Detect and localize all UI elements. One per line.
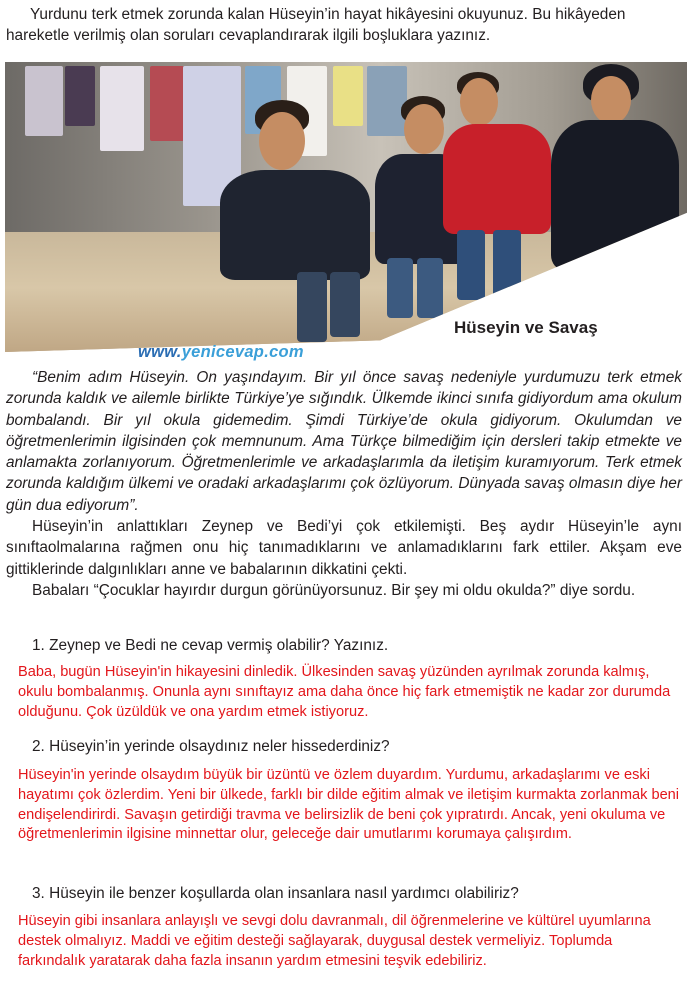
laundry-cloth bbox=[333, 66, 363, 126]
laundry-cloth bbox=[367, 66, 407, 136]
question-2: 2. Hüseyin’in yerinde olsaydınız neler hissederdiniz? bbox=[32, 738, 390, 755]
answer-1: Baba, bugün Hüseyin'in hikayesini dinledik. Ülkesinden savaş yüzünden ayrılmak zorunda kalmış, okulu bombalanmış. Onunla aynı sınıftayız ama daha önce hiç fark etmemiştik ne kadar zor durumda olduğunu. Çok üzüldük ve ona yardım etmek istiyoruz. bbox=[18, 664, 671, 720]
laundry-cloth bbox=[100, 66, 144, 151]
story-paragraph-2: Hüseyin’in anlattıkları Zeynep ve Bedi’yi çok etkilemişti. Beş aydır Hüseyin’le aynı sınıftaolmalarına rağmen onu hiç tanımadıklarını ve anlamadıklarını fark ettiler. Akşam eve gittiklerinde dalgınlıkları anne ve babalarının dikkatini çekti. bbox=[6, 518, 682, 578]
question-1: 1. Zeynep ve Bedi ne cevap vermiş olabilir? Yazınız. bbox=[32, 637, 389, 654]
answer-3: Hüseyin gibi insanlara anlayışlı ve sevgi dolu davranmalı, dil öğrenmelerine ve kültürel uyumlarına destek olmalıyız. Maddi ve eğitim desteği sağlayarak, duygusal destek vermeliyiz. Toplumda farkındalık yaratarak daha fazla insanın yardım etmesini teşvik edebiliriz. bbox=[18, 913, 651, 969]
story-text bbox=[6, 367, 682, 601]
story-quote: “Benim adım Hüseyin. On yaşındayım. Bir yıl önce savaş nedeniyle yurdumuzu terk etmek zorunda kaldık ve ailemle birlikte Türkiye’ye sığındık. Ülkemde ikinci sınıfa gidiyordum ama okulum bombalandı. Bir yıl okula gidemedim. Şimdi Türkiye’de okula gidiyorum. Okulumdan ve öğretmenlerimin ilgisinden çok memnunum. Ama Türkçe bilmediğim için dersleri takip etmekte ve anlamakta zorlanıyorum. Öğretmenlerimle ve arkadaşlarımla da iletişim kuramıyorum. Terk etmek zorunda kaldığım ülkemi ve oradaki arkadaşlarımı çok özlüyorum. Dünyada savaş olmasın diye her gün dua ediyorum”. bbox=[6, 369, 682, 514]
laundry-cloth bbox=[65, 66, 95, 126]
story-title: Hüseyin ve Savaş bbox=[454, 318, 598, 337]
intro-line-1: Yurdunu terk etmek zorunda kalan Hüseyin’in hayat hikâyesini okuyunuz. Bu hikâyeden bbox=[30, 6, 626, 23]
answer-2: Hüseyin'in yerinde olsaydım büyük bir üzüntü ve özlem duyardım. Yurdumu, arkadaşlarımı ve eski hayatımı çok özlerdim. Yeni bir ülkede, farklı bir dilde eğitim almak ve iletişim kurmakta zorlanmak beni endişelendirirdi. Savaşın getirdiği travma ve belirsizlik de beni çok yıpratırdı. Ancak, yeni okuluma ve öğretmenlerimin ilgisine minnettar olur, geleceğe dair umutlarımı korumaya çalışırdım. bbox=[18, 767, 680, 843]
laundry-cloth bbox=[25, 66, 63, 136]
intro-line-2: hareketle verilmiş olan soruları cevaplandırarak ilgili boşluklara yazınız. bbox=[6, 27, 491, 44]
story-paragraph-3: Babaları “Çocuklar hayırdır durgun görünüyorsunuz. Bir şey mi oldu okulda?” diye sordu. bbox=[32, 581, 636, 599]
question-3: 3. Hüseyin ile benzer koşullarda olan insanlara nasıl yardımcı olabiliriz? bbox=[32, 885, 519, 902]
laundry-cloth bbox=[150, 66, 184, 141]
intro-instructions bbox=[6, 4, 684, 46]
watermark-logo: www.yenicevap.com bbox=[138, 343, 304, 361]
story-photo bbox=[5, 62, 687, 352]
